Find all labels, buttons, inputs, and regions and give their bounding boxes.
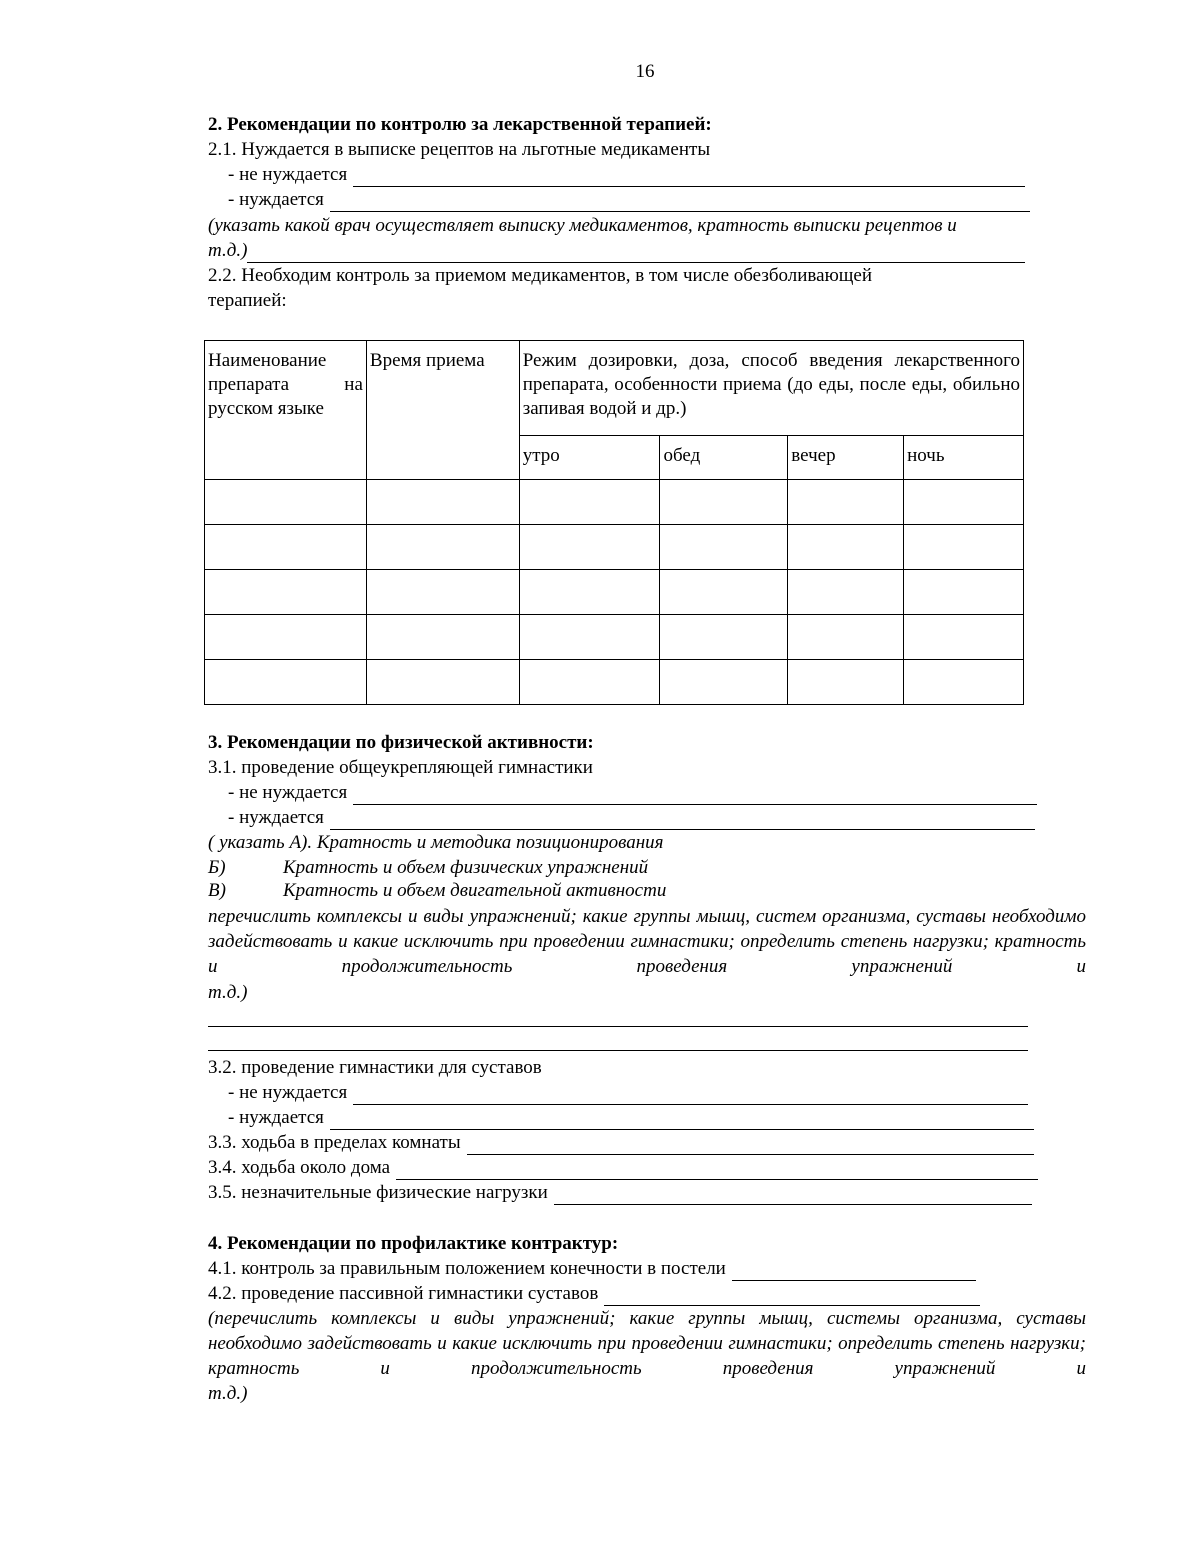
header-evening: вечер xyxy=(788,436,904,480)
table-cell[interactable] xyxy=(660,615,788,660)
label: т.д.) xyxy=(208,240,248,261)
field-4-2[interactable] xyxy=(208,1282,980,1306)
table-row xyxy=(205,615,1024,660)
label: - не нуждается xyxy=(228,782,348,803)
label: - нуждается xyxy=(228,807,324,828)
item-2-2: 2.2. Необходим контроль за приемом медикаментов, в том числе обезболивающей xyxy=(208,265,872,286)
table-cell[interactable] xyxy=(788,525,904,570)
note-text: Кратность и объем физических упражнений xyxy=(283,857,649,878)
table-row xyxy=(205,660,1024,705)
field-2-1-note-end[interactable] xyxy=(208,239,1025,263)
table-cell[interactable] xyxy=(519,480,660,525)
header-time: Время приема xyxy=(366,341,519,480)
blank-line[interactable] xyxy=(208,1026,1028,1027)
table-cell[interactable] xyxy=(519,525,660,570)
blank-line[interactable] xyxy=(208,1050,1028,1051)
table-cell[interactable] xyxy=(205,660,367,705)
note-text: Кратность и объем двигательной активности xyxy=(283,880,667,901)
field-3-1-needed[interactable] xyxy=(208,806,1035,830)
table-cell[interactable] xyxy=(660,570,788,615)
blank-line[interactable] xyxy=(353,168,1025,187)
note-3-v xyxy=(208,879,666,903)
table-cell[interactable] xyxy=(904,660,1024,705)
header-text: русском языке xyxy=(208,398,324,419)
blank-line[interactable] xyxy=(732,1262,976,1281)
note-2-1 xyxy=(208,214,1086,238)
table-cell[interactable] xyxy=(519,660,660,705)
table-cell[interactable] xyxy=(205,480,367,525)
label: 3.5. незначительные физические нагрузки xyxy=(208,1182,548,1203)
field-3-2-needed[interactable] xyxy=(208,1106,1034,1130)
blank-line[interactable] xyxy=(247,244,1025,263)
label: 4.2. проведение пассивной гимнастики суставов xyxy=(208,1283,599,1304)
note-4-paragraph: (перечислить комплексы и виды упражнений; какие группы мышц, системы организма, суставы необходимо задействовать и какие исключить при проведении гимнастики; определить степень нагрузки; кратность и продолжительность проведения упражнений и xyxy=(208,1308,1086,1379)
header-text: Наименование xyxy=(208,350,327,371)
label: 3.4. ходьба около дома xyxy=(208,1157,391,1178)
field-3-2-not-needed[interactable] xyxy=(208,1081,1028,1105)
table-cell[interactable] xyxy=(366,570,519,615)
table-cell[interactable] xyxy=(788,615,904,660)
label: - нуждается xyxy=(228,189,324,210)
table-cell[interactable] xyxy=(788,570,904,615)
blank-line[interactable] xyxy=(554,1186,1032,1205)
note-3-b xyxy=(208,856,648,880)
table-row xyxy=(205,480,1024,525)
table-cell[interactable] xyxy=(519,615,660,660)
blank-line[interactable] xyxy=(604,1287,980,1306)
table-cell[interactable] xyxy=(904,570,1024,615)
note-3-a: ( указать А). Кратность и методика позиционирования xyxy=(208,832,664,853)
note-text: (указать какой врач осуществляет выписку медикаментов, кратность выписки рецептов и xyxy=(208,215,957,236)
field-2-1-needed[interactable] xyxy=(208,188,1030,212)
blank-line[interactable] xyxy=(330,1111,1034,1130)
table-cell[interactable] xyxy=(904,615,1024,660)
medication-table xyxy=(204,340,1024,705)
section-2-heading: 2. Рекомендации по контролю за лекарственной терапией: xyxy=(208,114,712,135)
label: 3.3. ходьба в пределах комнаты xyxy=(208,1132,461,1153)
table-row xyxy=(205,570,1024,615)
header-drug-name xyxy=(205,341,367,480)
table-cell[interactable] xyxy=(519,570,660,615)
section-4-heading: 4. Рекомендации по профилактике контрактур: xyxy=(208,1233,619,1254)
item-2-2-cont: терапией: xyxy=(208,290,287,311)
label: - не нуждается xyxy=(228,1082,348,1103)
field-3-1-not-needed[interactable] xyxy=(208,781,1037,805)
table-row xyxy=(205,525,1024,570)
item-2-1: 2.1. Нуждается в выписке рецептов на льготные медикаменты xyxy=(208,139,711,160)
table-cell[interactable] xyxy=(660,480,788,525)
field-3-5[interactable] xyxy=(208,1181,1032,1205)
table-cell[interactable] xyxy=(904,480,1024,525)
table-cell[interactable] xyxy=(660,525,788,570)
field-3-3[interactable] xyxy=(208,1131,1034,1155)
header-regimen: Режим дозировки, доза, способ введения лекарственного препарата, особенности приема (до еды, после еды, обильно запивая водой и др.) xyxy=(519,341,1023,436)
item-3-2: 3.2. проведение гимнастики для суставов xyxy=(208,1057,542,1078)
field-3-4[interactable] xyxy=(208,1156,1038,1180)
header-text: препарата на xyxy=(208,374,363,395)
item-3-1: 3.1. проведение общеукрепляющей гимнастики xyxy=(208,757,593,778)
label: - не нуждается xyxy=(228,164,348,185)
table-cell[interactable] xyxy=(366,480,519,525)
table-cell[interactable] xyxy=(904,525,1024,570)
table-cell[interactable] xyxy=(788,480,904,525)
field-2-1-not-needed[interactable] xyxy=(208,163,1025,187)
note-mark: Б) xyxy=(208,857,226,878)
table-cell[interactable] xyxy=(366,615,519,660)
field-4-1[interactable] xyxy=(208,1257,976,1281)
header-noon: обед xyxy=(660,436,788,480)
blank-line[interactable] xyxy=(353,1086,1028,1105)
note-mark: В) xyxy=(208,880,226,901)
table-cell[interactable] xyxy=(366,660,519,705)
table-cell[interactable] xyxy=(366,525,519,570)
label: - нуждается xyxy=(228,1107,324,1128)
table-cell[interactable] xyxy=(660,660,788,705)
table-cell[interactable] xyxy=(205,570,367,615)
table-cell[interactable] xyxy=(788,660,904,705)
note-3-paragraph: перечислить комплексы и виды упражнений; какие группы мышц, систем организма, суставы необходимо задействовать и какие исключить при проведении гимнастики; определить степень нагрузки; кратность и продолжительность проведения упражнений и xyxy=(208,906,1086,977)
section-3-heading: 3. Рекомендации по физической активности: xyxy=(208,732,594,753)
table-cell[interactable] xyxy=(205,615,367,660)
table-cell[interactable] xyxy=(205,525,367,570)
blank-line[interactable] xyxy=(330,193,1030,212)
blank-line[interactable] xyxy=(467,1136,1034,1155)
note-3-end: т.д.) xyxy=(208,982,248,1003)
blank-line[interactable] xyxy=(396,1161,1038,1180)
header-night: ночь xyxy=(904,436,1024,480)
label: 4.1. контроль за правильным положением конечности в постели xyxy=(208,1258,726,1279)
page-number: 16 xyxy=(635,61,655,82)
header-morning: утро xyxy=(519,436,660,480)
blank-line[interactable] xyxy=(353,786,1037,805)
blank-line[interactable] xyxy=(330,811,1035,830)
note-4-end: т.д.) xyxy=(208,1383,248,1404)
